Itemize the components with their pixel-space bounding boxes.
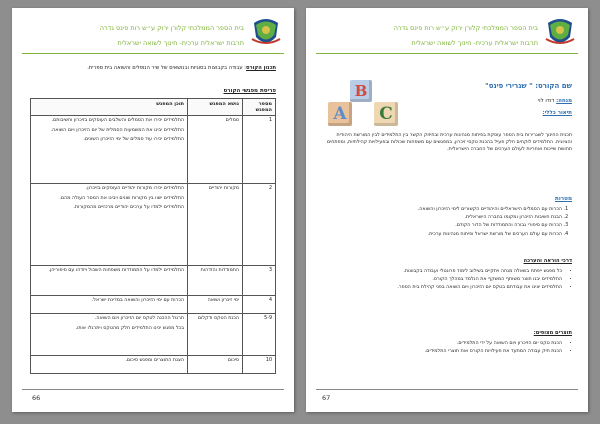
letter-block-a-icon: A (328, 102, 352, 126)
program-name: תרבות ישראלית ערכית- חינוך לשואה ישראלית (411, 39, 538, 47)
course-title: שם הקורס: " שגרירי פינס" (485, 82, 572, 90)
list-item: 1. הכרות עם הסמלים הישראליים והיהודיים הקשורים לימי הזיכרון והשואה. (322, 207, 562, 214)
content-line: הצגת התוצרים ומפגש סיכום. (125, 358, 184, 363)
session-topic: סיכום (188, 356, 243, 374)
content-line: התלמידים ישוו בין מקורות שונים ויבינו את המסר העולה מהם. (59, 195, 184, 201)
header-divider (316, 53, 578, 54)
session-number: 5-9 (243, 314, 276, 356)
session-content (31, 266, 188, 296)
list-item: • התלמידים יבנו תוצר משותף המשקף את הנלמד במהלך הקורס. (322, 277, 562, 284)
content-line: תרגול ההכנה לטקס יום הזיכרון ויום השואה. (94, 316, 184, 321)
products-heading: תוצרים מצופים: (533, 330, 572, 336)
content-line: התלמידים ילמדו על ערכים יהודיים מרכזיים מהמקורות. (73, 205, 184, 210)
session-content (31, 116, 188, 184)
table-row (31, 116, 276, 184)
column-header: תוכן המפגש (31, 99, 188, 116)
goals-list (322, 207, 572, 240)
table-row (31, 184, 276, 266)
session-content (31, 314, 188, 356)
instructor-line (538, 98, 572, 104)
session-number: 2 (243, 184, 276, 266)
list-item: 2. הבנת חשיבות הזיכרון ומקומו בחברה הישראלית. (322, 215, 562, 222)
program-name: תרבות ישראלית ערכית- חינוך לשואה ישראלית (117, 39, 244, 47)
content-line: בכל מפגש יכינו התלמידים חלק מהטקס ויתרגלו אותו. (75, 325, 184, 331)
header-divider (22, 53, 284, 54)
products-list (322, 341, 572, 357)
page-header (22, 15, 284, 59)
intro-label: תכנון הקורס (245, 65, 276, 71)
table-row (31, 314, 276, 356)
table-header-row (31, 99, 276, 116)
course-plan-intro (30, 64, 276, 72)
session-topic: התמודדות והזדהות (188, 266, 243, 296)
session-content (31, 296, 188, 314)
table-row (31, 356, 276, 374)
methods-list (322, 269, 572, 294)
plan-title: פריסת מפגשי הקורס (223, 88, 276, 94)
list-item: 4. הכרות עם עולם הערכים של מורשת ישראל ופיתוח מנהיגות ערכית. (322, 232, 562, 239)
session-topic: מקורות יהודיים (188, 184, 243, 266)
table-row (31, 296, 276, 314)
column-header: נושא המפגש (188, 99, 243, 116)
list-item: 3. הכרות עם סיפורי גבורה והתמודדות של הדור הקודם. (322, 223, 562, 230)
content-line: התלמידים יכירו את הסמלים והשלבים העוסקים בזיכרון וחשיבותם. (51, 118, 184, 123)
footer-divider (22, 389, 284, 390)
content-line: התלמידים יבינו את המשמעות הסמלית של יום הזיכרון ויום השואה. (50, 127, 184, 133)
school-emblem-icon (250, 17, 282, 49)
letter-block-b-icon: B (350, 80, 372, 102)
content-line: התלמידים יכירו מקורות יהודיים העוסקים בזיכרון. (85, 186, 184, 191)
page-number: 67 (322, 394, 331, 402)
document-page-left (12, 8, 294, 412)
column-header: מספר המפגש (243, 99, 276, 116)
list-item: • הכנת טקס יום הזיכרון ויום השואה על ידי התלמידים. (322, 341, 562, 348)
goals-heading: מטרות (555, 196, 572, 202)
footer-divider (316, 389, 578, 390)
list-item: • הכנת תיק עבודה המתעד את פעילויות הקורס ואת תוצרי התלמידים. (322, 349, 562, 356)
school-emblem-icon (544, 17, 576, 49)
session-content (31, 356, 188, 374)
abc-blocks-illustration (328, 68, 408, 130)
instructor-label: מנחה: (556, 98, 572, 104)
sessions-table (30, 98, 276, 374)
page-header (316, 15, 578, 59)
session-number: 1 (243, 116, 276, 184)
letter-block-c-icon: C (374, 102, 398, 126)
list-item: • התלמידים יציגו את עבודתם בטקס יום הזיכרון ויום השואה בפני קהילת בית הספר. (322, 285, 562, 292)
general-description-label: תיאור כללי: (542, 110, 572, 116)
table-row (31, 266, 276, 296)
page-number: 66 (32, 394, 41, 402)
list-item: • כל מפגש ייפתח בשאלה מנחה ויתקיים בשילוב לימוד פרונטלי ועבודה בקבוצות. (322, 269, 562, 276)
content-line: התלמידים יכירו עוד סמלים של ימי הזיכרון השונים. (83, 137, 184, 142)
school-name: בית הספר הממלכתי קלורן ירוק ע״ש רות פינס גדרה (393, 24, 538, 32)
session-topic: ימי זיכרון ושואה (188, 296, 243, 314)
session-number: 3 (243, 266, 276, 296)
methods-heading: דרכי הוראה והערכה (523, 258, 572, 264)
general-description: תכנית החינוך לשגרירות בית הספר עוסקת בפיתוח מנהיגות ערכית ובחיזוק הקשר בין התלמידים לבין המורשת היהודית והציונית. התלמידים לוקחים חלק פעיל בהכנת טקסי זיכרון, במפגשים עם משפחות שכולות ובפעילויות קהילתיות, ומפתחים תחושת שייכות ואחריות לעולם הערכים של החברה הישראלית. (326, 133, 572, 152)
session-content (31, 184, 188, 266)
school-name: בית הספר הממלכתי קלורן ירוק ע״ש רות פינס גדרה (99, 24, 244, 32)
session-number: 4 (243, 296, 276, 314)
instructor-value: דודו לוי (537, 98, 555, 104)
session-topic: סמלים (188, 116, 243, 184)
session-topic: הכנת הטקס ודקלום (188, 314, 243, 356)
document-page-right (306, 8, 588, 412)
intro-text: : עבודה בקבוצות בסוגיות ובנושאים של שיר הנופלים והשואה בית ספרית. (87, 65, 246, 71)
session-number: 10 (243, 356, 276, 374)
content-line: הכרות עם ימי הזיכרון והשואה במדינת ישראל. (91, 298, 184, 303)
content-line: התלמידים ילמדו על התמודדות משפחות השכול ויזדהו עם סיפוריהן. (48, 268, 184, 273)
